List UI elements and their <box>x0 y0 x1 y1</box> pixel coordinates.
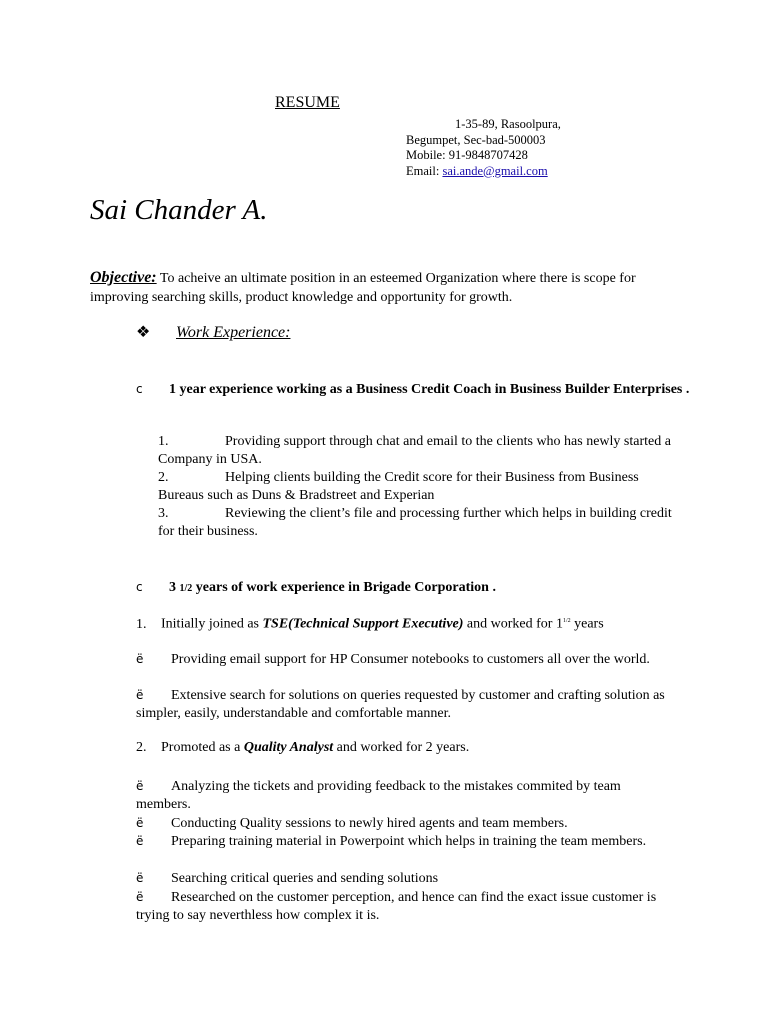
job-2-title-pre: 3 <box>169 580 180 595</box>
role-name: Quality Analyst <box>243 740 334 755</box>
list-item <box>136 832 676 851</box>
list-item <box>136 888 676 925</box>
resume-title: RESUME <box>275 94 340 111</box>
list-item <box>136 814 676 833</box>
job-2-title-post: years of work experience in Brigade Corporation . <box>192 580 496 595</box>
job-2-title-fraction: 1/2 <box>179 583 193 594</box>
list-item <box>158 505 688 541</box>
email-row <box>406 164 561 180</box>
email-label: Email: <box>406 163 443 178</box>
address-line-2: Begumpet, Sec-bad-500003 <box>406 132 546 147</box>
bullet-icon: ë <box>136 779 144 793</box>
item-text: Searching critical queries and sending solutions <box>171 871 439 886</box>
item-text: Researched on the customer perception, and hence can find the exact issue customer is trying to say neverthless how complex it is. <box>136 890 657 923</box>
bullet-icon: ë <box>136 816 144 830</box>
role-end: years <box>570 616 604 632</box>
job-1-title-text: 1 year experience working as a Business Credit Coach in Business Builder Enterprises . <box>169 382 690 397</box>
email-link[interactable]: sai.ande@gmail.com <box>442 163 548 178</box>
item-text: Helping clients building the Credit score for their Business from Business Bureaus such as Duns & Bradstreet and Experian <box>158 470 639 503</box>
job-1-list <box>158 433 688 541</box>
item-text: Preparing training material in Powerpoint which helps in training the team members. <box>171 834 647 849</box>
item-text: Providing email support for HP Consumer notebooks to customers all over the world. <box>171 652 650 667</box>
bullet-icon: ë <box>136 652 144 666</box>
role-name: TSE(Technical Support Executive) <box>262 616 464 632</box>
item-number: 3. <box>158 506 169 521</box>
role-pre: Initially joined as <box>161 616 263 632</box>
role-2-heading <box>136 739 676 757</box>
job-2-marker: c <box>136 580 143 594</box>
item-text: Reviewing the client’s file and processing further which helps in building credit for their business. <box>158 506 672 539</box>
contact-block <box>406 117 561 179</box>
candidate-name: Sai Chander A. <box>90 194 268 226</box>
item-number: 1. <box>158 434 169 449</box>
bullet-icon: ë <box>136 890 144 904</box>
role-number: 1. <box>136 616 147 632</box>
item-text: Analyzing the tickets and providing feedback to the mistakes commited by team members. <box>136 779 621 812</box>
address-line-1: 1-35-89, Rasoolpura, <box>455 117 561 131</box>
list-item <box>158 433 688 469</box>
list-item <box>136 869 676 888</box>
list-item <box>136 650 676 669</box>
role-1-heading <box>136 612 676 634</box>
mobile-number: Mobile: 91-9848707428 <box>406 148 528 162</box>
work-experience-title: Work Experience: <box>176 324 291 341</box>
objective-text: To acheive an ultimate position in an esteemed Organization where there is scope for improving searching skills, product knowledge and opportunity for growth. <box>90 271 636 305</box>
item-text: Providing support through chat and email to the clients who has newly started a Company in USA. <box>158 434 671 467</box>
list-item <box>158 469 688 505</box>
bullet-icon: ë <box>136 834 144 848</box>
list-item <box>136 686 676 723</box>
job-1-title <box>136 380 696 399</box>
job-2-title <box>136 578 496 598</box>
role-post: and worked for 1 <box>463 616 563 632</box>
item-text: Conducting Quality sessions to newly hired agents and team members. <box>171 816 568 831</box>
objective-section <box>90 268 680 307</box>
role-pre: Promoted as a <box>161 740 244 755</box>
item-text: Extensive search for solutions on queries requested by customer and crafting solution as simpler, easily, understandable and comfortable manner. <box>136 688 665 721</box>
diamond-bullet-icon: ❖ <box>136 324 151 341</box>
objective-label: Objective: <box>90 269 157 286</box>
work-experience-heading <box>136 322 290 342</box>
bullet-icon: ë <box>136 871 144 885</box>
bullet-icon: ë <box>136 688 144 702</box>
role-post: and worked for 2 years. <box>333 740 470 755</box>
list-item <box>136 777 676 814</box>
job-1-marker: c <box>136 382 143 396</box>
role-superscript: 1/2 <box>562 618 571 624</box>
item-number: 2. <box>158 470 169 485</box>
role-number: 2. <box>136 740 147 755</box>
